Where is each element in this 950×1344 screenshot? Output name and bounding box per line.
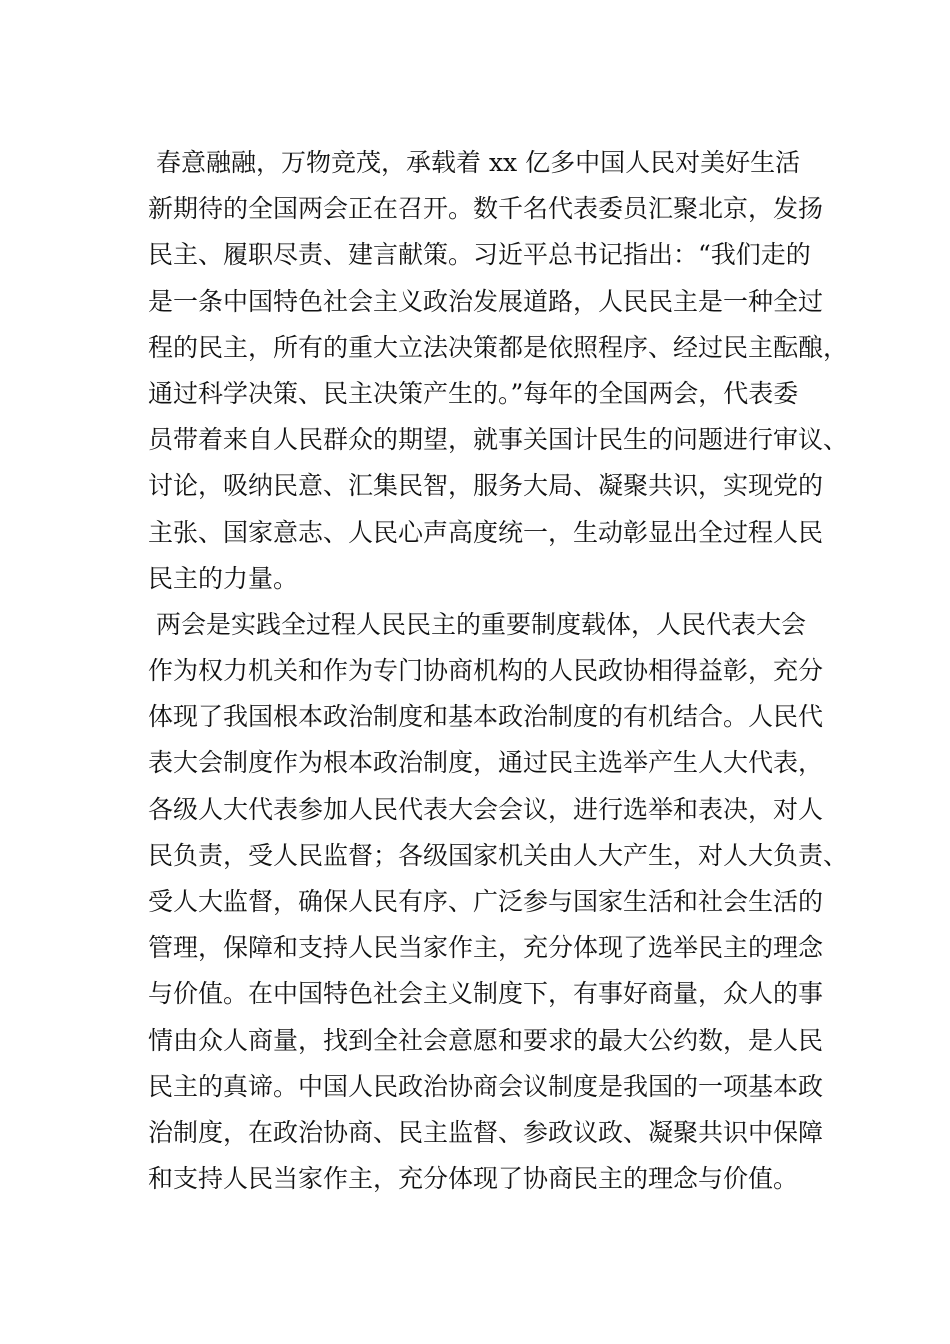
text-line: 两会是实践全过程人民民主的重要制度载体，人民代表大会 [156, 609, 807, 639]
text-line: 与价值。在中国特色社会主义制度下，有事好商量，众人的事 [148, 979, 824, 1009]
text-line: 民主的力量。 [148, 563, 299, 593]
text-line: 民主、履职尽责、建言献策。习近平总书记指出：“我们走的 [148, 240, 811, 270]
text-line: 情由众人商量，找到全社会意愿和要求的最大公约数，是人民 [148, 1025, 824, 1055]
text-line: 程的民主，所有的重大立法决策都是依照程序、经过民主酝酿， [148, 332, 849, 362]
text-line: 民负责，受人民监督；各级国家机关由人大产生，对人大负责、 [148, 840, 849, 870]
text-line: 各级人大代表参加人民代表大会会议，进行选举和表决，对人 [148, 794, 824, 824]
text-line: 和支持人民当家作主，充分体现了协商民主的理念与价值。 [148, 1164, 799, 1194]
text-line: 员带着来自人民群众的期望，就事关国计民生的问题进行审议、 [148, 425, 849, 455]
text-line: 表大会制度作为根本政治制度，通过民主选举产生人大代表， [148, 748, 824, 778]
text-line: 民主的真谛。中国人民政治协商会议制度是我国的一项基本政 [148, 1071, 824, 1101]
text-line: 管理，保障和支持人民当家作主，充分体现了选举民主的理念 [148, 933, 824, 963]
text-line: 通过科学决策、民主决策产生的。”每年的全国两会，代表委 [148, 378, 799, 408]
document-body [148, 140, 849, 1202]
paragraph-1 [148, 140, 849, 602]
text-line: 春意融融，万物竞茂，承载着 xx 亿多中国人民对美好生活 [156, 148, 801, 177]
paragraph-2 [148, 602, 849, 1202]
text-line: 主张、国家意志、人民心声高度统一，生动彰显出全过程人民 [148, 517, 824, 547]
text-line: 作为权力机关和作为专门协商机构的人民政协相得益彰，充分 [148, 656, 824, 686]
text-line: 治制度，在政治协商、民主监督、参政议政、凝聚共识中保障 [148, 1117, 824, 1147]
text-line: 是一条中国特色社会主义政治发展道路，人民民主是一种全过 [148, 286, 824, 316]
text-line: 讨论，吸纳民意、汇集民智，服务大局、凝聚共识，实现党的 [148, 471, 824, 501]
text-line: 受人大监督，确保人民有序、广泛参与国家生活和社会生活的 [148, 887, 824, 916]
text-line: 体现了我国根本政治制度和基本政治制度的有机结合。人民代 [148, 702, 824, 732]
text-line: 新期待的全国两会正在召开。数千名代表委员汇聚北京，发扬 [148, 194, 824, 224]
